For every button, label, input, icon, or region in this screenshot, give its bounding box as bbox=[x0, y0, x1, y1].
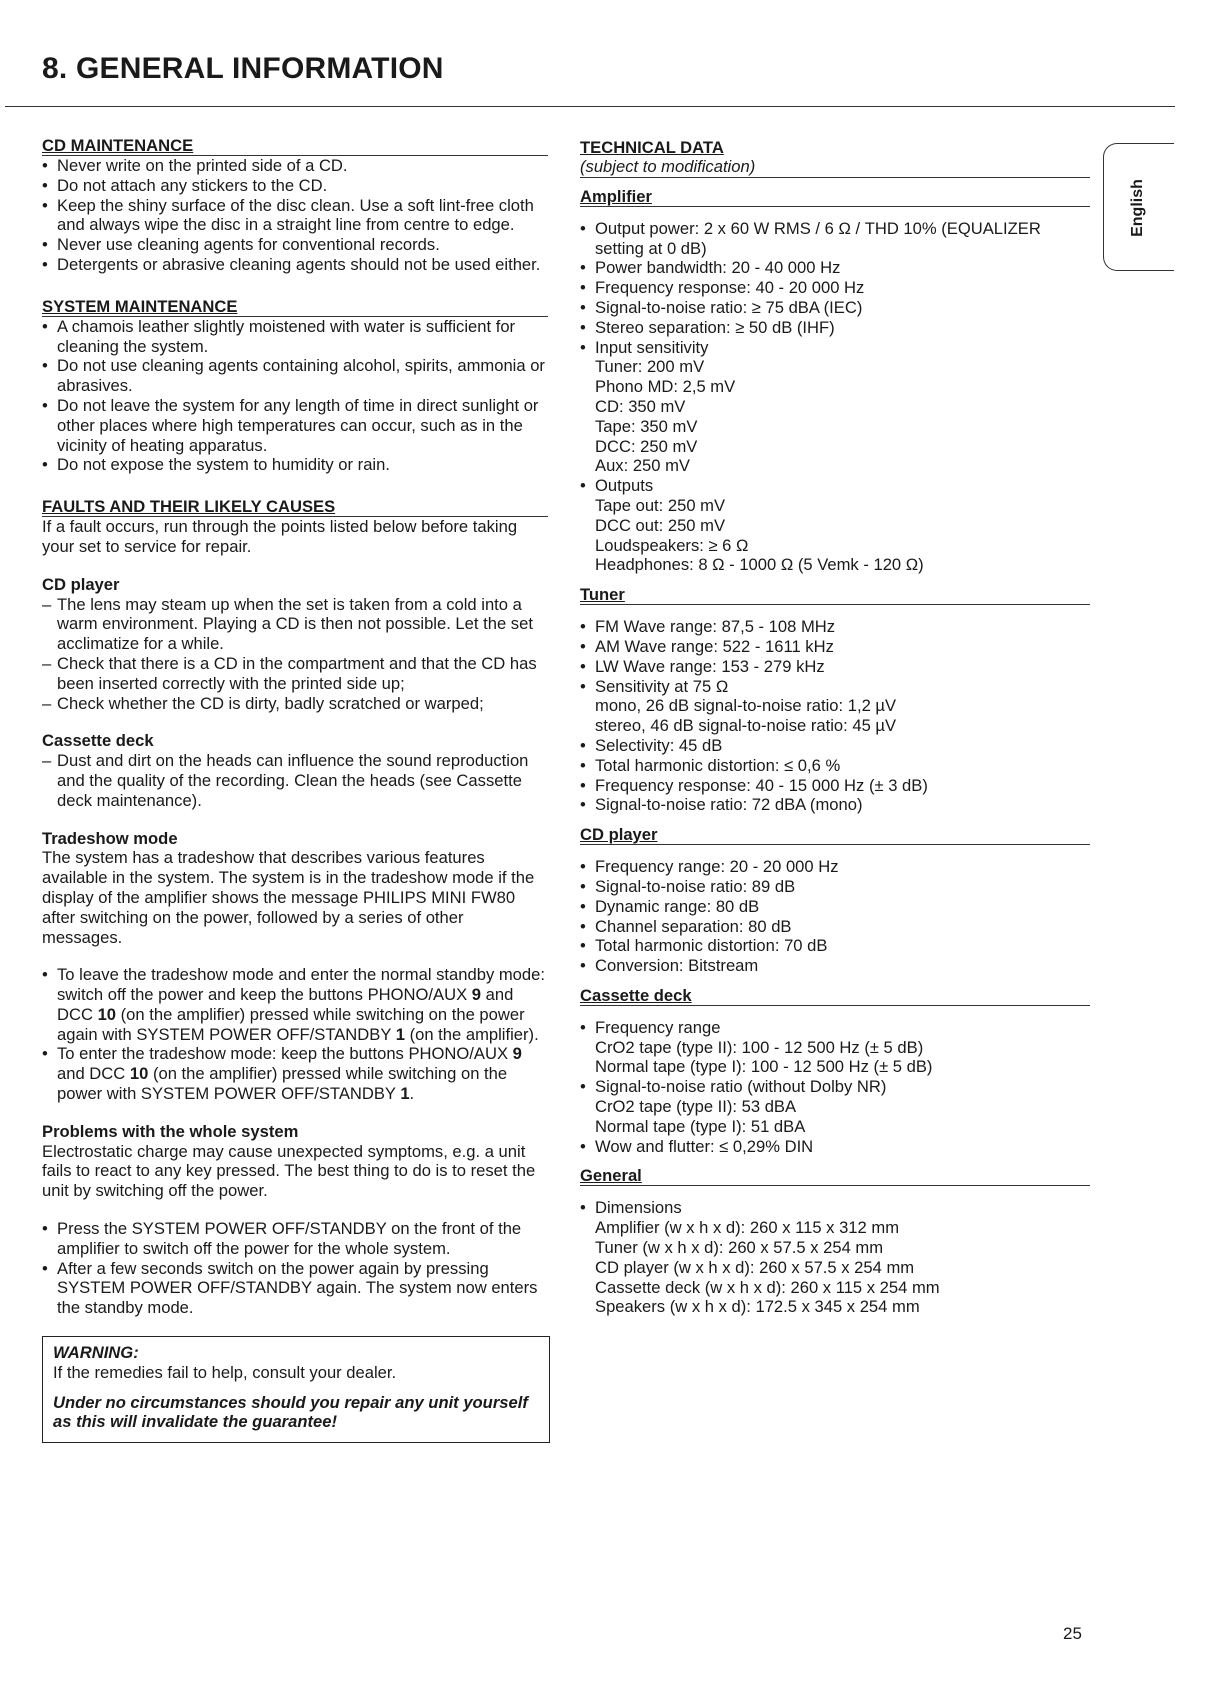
tuner-list bbox=[580, 617, 1090, 815]
list-item: – Check that there is a CD in the compartment and that the CD has been inserted correctly with the printed side up; bbox=[42, 654, 548, 694]
page-number: 25 bbox=[1063, 1624, 1082, 1643]
list-item: • AM Wave range: 522 - 1611 kHz bbox=[580, 637, 1090, 657]
list-item: – Check whether the CD is dirty, badly scratched or warped; bbox=[42, 694, 548, 714]
cd-maintenance-heading: CD MAINTENANCE bbox=[42, 136, 548, 156]
list-item: • Input sensitivity Tuner: 200 mV Phono MD: 2,5 mV CD: 350 mV Tape: 350 mV DCC: 250 mV Aux: 250 mV bbox=[580, 338, 1090, 477]
list-item: • Channel separation: 80 dB bbox=[580, 917, 1090, 937]
cd-player-spec-list bbox=[580, 857, 1090, 976]
list-item: • Total harmonic distortion: ≤ 0,6 % bbox=[580, 756, 1090, 776]
list-item: • Dynamic range: 80 dB bbox=[580, 897, 1090, 917]
list-item: • Signal-to-noise ratio: ≥ 75 dBA (IEC) bbox=[580, 298, 1090, 318]
title-rule bbox=[5, 106, 1175, 107]
problems-list bbox=[42, 1219, 548, 1318]
list-item: • Dimensions Amplifier (w x h x d): 260 x 115 x 312 mm Tuner (w x h x d): 260 x 57.5 x 254 mm CD player (w x h x d): 260 x 57.5 x 254 mm Cassette deck (w x h x d): 260 x 115 x 254 mm Speakers (w x h x d): 172.5 x 345 x 254 mm bbox=[580, 1198, 1090, 1317]
warning-text: If the remedies fail to help, consult your dealer. bbox=[53, 1362, 397, 1382]
list-item: • Output power: 2 x 60 W RMS / 6 Ω / THD 10% (EQUALIZER setting at 0 dB) bbox=[580, 219, 1090, 259]
language-tab-label: English bbox=[1129, 179, 1146, 237]
problems-intro: Electrostatic charge may cause unexpected symptoms, e.g. a unit fails to react to any key pressed. The best thing to do is to reset the unit by switching off the power. bbox=[42, 1141, 536, 1201]
list-item: • Do not leave the system for any length of time in direct sunlight or other places where high temperatures can occur, such as in the vicinity of heating apparatus. bbox=[42, 396, 548, 455]
warning-guarantee-text: Under no circumstances should you repair any unit yourself as this will invalidate the guarantee! bbox=[53, 1392, 528, 1432]
list-item: • Signal-to-noise ratio (without Dolby NR) CrO2 tape (type II): 53 dBA Normal tape (type I): 51 dBA bbox=[580, 1077, 1090, 1136]
left-column bbox=[42, 136, 548, 1443]
faults-heading: FAULTS AND THEIR LIKELY CAUSES bbox=[42, 497, 548, 517]
cassette-fault-heading: Cassette deck bbox=[42, 731, 154, 751]
cassette-spec-list bbox=[580, 1018, 1090, 1157]
faults-intro: If a fault occurs, run through the points listed below before taking your set to service for repair. bbox=[42, 517, 518, 556]
list-item: • Detergents or abrasive cleaning agents should not be used either. bbox=[42, 255, 548, 275]
list-item: • Wow and flutter: ≤ 0,29% DIN bbox=[580, 1137, 1090, 1157]
cassette-fault-list bbox=[42, 751, 548, 810]
tuner-heading: Tuner bbox=[580, 585, 1090, 605]
list-item: • Never write on the printed side of a CD. bbox=[42, 156, 548, 176]
list-item: – Dust and dirt on the heads can influence the sound reproduction and the quality of the recording. Clean the heads (see Cassette deck maintenance). bbox=[42, 751, 548, 810]
list-item: • Signal-to-noise ratio: 89 dB bbox=[580, 877, 1090, 897]
system-maintenance-heading: SYSTEM MAINTENANCE bbox=[42, 297, 548, 317]
right-column bbox=[580, 138, 1090, 1317]
list-item: • Selectivity: 45 dB bbox=[580, 736, 1090, 756]
list-item: • LW Wave range: 153 - 279 kHz bbox=[580, 657, 1090, 677]
general-list bbox=[580, 1198, 1090, 1317]
list-item: • Total harmonic distortion: 70 dB bbox=[580, 936, 1090, 956]
list-item: • Do not expose the system to humidity or rain. bbox=[42, 455, 548, 475]
list-item: – The lens may steam up when the set is taken from a cold into a warm environment. Playing a CD is then not possible. Let the set acclimatize for a while. bbox=[42, 595, 548, 654]
list-item: • Do not use cleaning agents containing alcohol, spirits, ammonia or abrasives. bbox=[42, 356, 548, 396]
list-item: • Sensitivity at 75 Ω mono, 26 dB signal-to-noise ratio: 1,2 µV stereo, 46 dB signal-to-noise ratio: 45 µV bbox=[580, 677, 1090, 736]
tradeshow-heading: Tradeshow mode bbox=[42, 828, 178, 848]
list-item: • Keep the shiny surface of the disc clean. Use a soft lint-free cloth and always wipe the disc in a straight line from centre to edge. bbox=[42, 196, 548, 236]
list-item: • Stereo separation: ≥ 50 dB (IHF) bbox=[580, 318, 1090, 338]
list-item: • Do not attach any stickers to the CD. bbox=[42, 176, 548, 196]
list-item: • To enter the tradeshow mode: keep the buttons PHONO/AUX 9 and DCC 10 (on the amplifier) pressed while switching on the power with SYSTEM POWER OFF/STANDBY 1. bbox=[42, 1044, 548, 1103]
amplifier-heading: Amplifier bbox=[580, 187, 1090, 207]
list-item: • FM Wave range: 87,5 - 108 MHz bbox=[580, 617, 1090, 637]
technical-data-note: (subject to modification) bbox=[580, 157, 1090, 178]
problems-heading: Problems with the whole system bbox=[42, 1121, 299, 1141]
amplifier-list bbox=[580, 219, 1090, 575]
list-item: • A chamois leather slightly moistened with water is sufficient for cleaning the system. bbox=[42, 317, 548, 357]
system-maintenance-list bbox=[42, 317, 548, 475]
cd-player-fault-heading: CD player bbox=[42, 574, 120, 594]
tradeshow-list bbox=[42, 965, 548, 1104]
cd-player-spec-heading: CD player bbox=[580, 825, 1090, 845]
list-item: • Conversion: Bitstream bbox=[580, 956, 1090, 976]
tradeshow-intro: The system has a tradeshow that describes various features available in the system. The system is in the tradeshow mode if the display of the amplifier shows the message PHILIPS MINI FW80 after switching on the power, followed by a series of other messages. bbox=[42, 848, 535, 947]
list-item: • Frequency response: 40 - 15 000 Hz (± 3 dB) bbox=[580, 776, 1090, 796]
cassette-spec-heading: Cassette deck bbox=[580, 986, 1090, 1006]
warning-box bbox=[42, 1336, 550, 1443]
list-item: • Press the SYSTEM POWER OFF/STANDBY on the front of the amplifier to switch off the power for the whole system. bbox=[42, 1219, 548, 1259]
list-item: • After a few seconds switch on the power again by pressing SYSTEM POWER OFF/STANDBY again. The system now enters the standby mode. bbox=[42, 1259, 548, 1318]
cd-maintenance-list bbox=[42, 156, 548, 275]
list-item: • Signal-to-noise ratio: 72 dBA (mono) bbox=[580, 795, 1090, 815]
list-item: • Power bandwidth: 20 - 40 000 Hz bbox=[580, 258, 1090, 278]
list-item: • To leave the tradeshow mode and enter the normal standby mode: switch off the power and keep the buttons PHONO/AUX 9 and DCC 10 (on the amplifier) pressed while switching on the power again with SYSTEM POWER OFF/STANDBY 1 (on the amplifier). bbox=[42, 965, 548, 1044]
technical-data-heading: TECHNICAL DATA bbox=[580, 138, 724, 157]
list-item: • Never use cleaning agents for conventional records. bbox=[42, 235, 548, 255]
warning-title: WARNING: bbox=[53, 1343, 139, 1363]
page-title: 8. GENERAL INFORMATION bbox=[42, 52, 444, 85]
cd-player-fault-list bbox=[42, 595, 548, 714]
general-heading: General bbox=[580, 1166, 1090, 1186]
list-item: • Frequency range CrO2 tape (type II): 100 - 12 500 Hz (± 5 dB) Normal tape (type I): 100 - 12 500 Hz (± 5 dB) bbox=[580, 1018, 1090, 1077]
list-item: • Frequency range: 20 - 20 000 Hz bbox=[580, 857, 1090, 877]
list-item: • Outputs Tape out: 250 mV DCC out: 250 mV Loudspeakers: ≥ 6 Ω Headphones: 8 Ω - 1000 Ω (5 Vemk - 120 Ω) bbox=[580, 476, 1090, 575]
list-item: • Frequency response: 40 - 20 000 Hz bbox=[580, 278, 1090, 298]
